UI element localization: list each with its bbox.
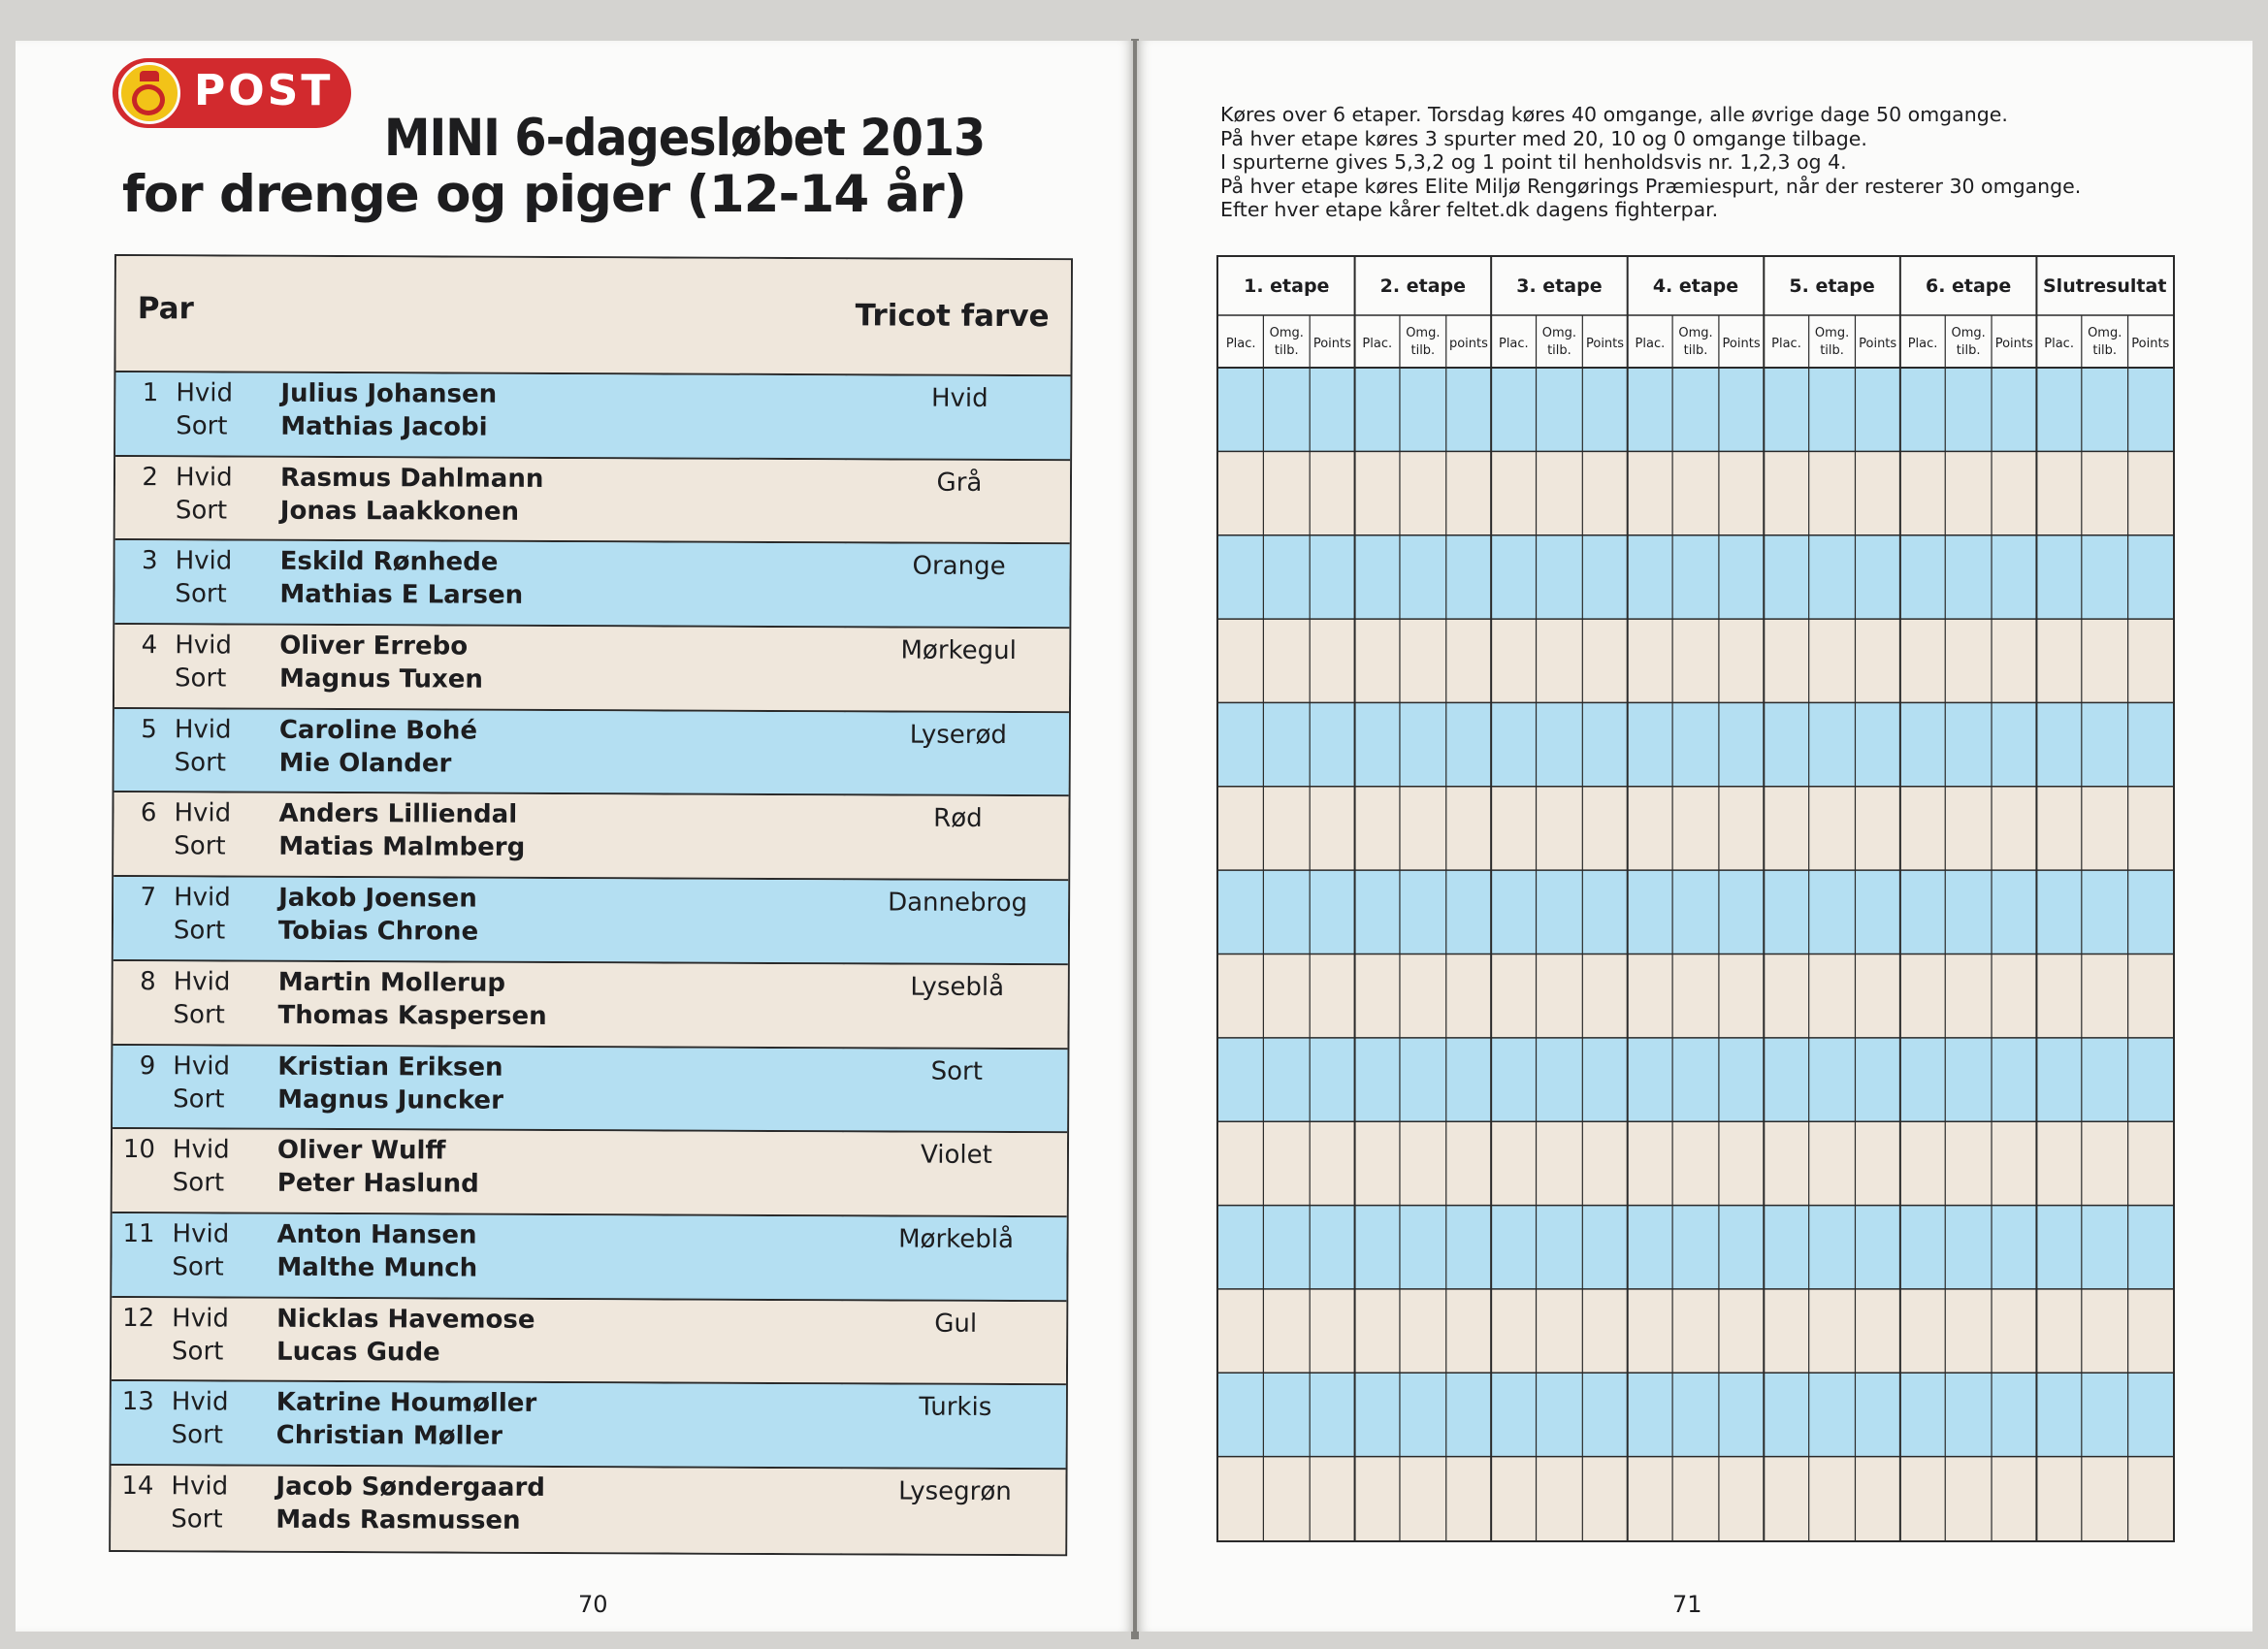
grid-row [1218, 1206, 2173, 1289]
rule-line: På hver etape køres 3 spurter med 20, 10 og 0 omgange tilbage. [1220, 126, 1867, 150]
jersey-label-hvid: Hvid [173, 1051, 231, 1082]
grid-row [1218, 1457, 2173, 1540]
jersey-label-sort: Sort [171, 1420, 224, 1450]
table-row [115, 372, 1070, 461]
header-tricot-color: Tricot farve [855, 298, 1050, 335]
stage-label: Slutresultat [2043, 275, 2167, 297]
stage-label: 1. etape [1244, 275, 1330, 297]
stage-label: 2. etape [1379, 275, 1467, 297]
rider-name-2: Tobias Chrone [277, 916, 479, 947]
sub-header-label: Points [1994, 337, 2033, 351]
pair-number: 11 [122, 1218, 155, 1249]
rider-name-1: Jakob Joensen [278, 883, 477, 914]
rider-name-2: Peter Haslund [276, 1168, 479, 1199]
tricot-color: Orange [912, 551, 1006, 582]
jersey-label-hvid: Hvid [172, 1135, 230, 1165]
rule-line: Efter hver etape kårer feltet.dk dagens fighterpar. [1220, 198, 1719, 221]
jersey-label-sort: Sort [172, 1336, 224, 1367]
grid-row [1218, 1373, 2173, 1456]
rider-name-1: Anders Lilliendal [278, 799, 518, 830]
tricot-color: Gul [934, 1309, 978, 1339]
rider-name-1: Katrine Houmøller [275, 1387, 537, 1419]
tricot-color: Rød [933, 804, 983, 834]
rider-name-1: Oliver Errebo [279, 630, 469, 662]
pair-number: 5 [141, 714, 157, 744]
jersey-label-sort: Sort [173, 916, 226, 946]
results-grid-svg [1218, 257, 2173, 1540]
grid-row [1218, 1121, 2173, 1205]
jersey-label-hvid: Hvid [175, 462, 233, 493]
pair-number: 12 [122, 1303, 155, 1333]
jersey-label-hvid: Hvid [175, 546, 233, 576]
jersey-label-sort: Sort [174, 748, 227, 778]
table-row [113, 1046, 1067, 1134]
rule-line: På hver etape køres Elite Miljø Rengørings Præmiespurt, når der resterer 30 omgange. [1220, 174, 2082, 198]
jersey-label-hvid: Hvid [171, 1471, 229, 1502]
rider-name-2: Magnus Juncker [277, 1084, 503, 1116]
rider-name-1: Anton Hansen [276, 1219, 477, 1250]
pair-number: 14 [121, 1471, 154, 1502]
race-rules-text [1220, 103, 2081, 222]
rider-name-1: Rasmus Dahlmann [279, 463, 544, 494]
jersey-label-hvid: Hvid [172, 1219, 230, 1249]
tricot-color: Violet [920, 1140, 992, 1171]
jersey-label-hvid: Hvid [173, 967, 231, 997]
grid-row [1218, 451, 2173, 534]
tricot-color: Mørkegul [900, 635, 1017, 666]
rider-name-2: Mads Rasmussen [275, 1504, 521, 1536]
sub-header-label: points [1448, 337, 1488, 351]
sub-header-label: tilb. [1274, 343, 1299, 358]
pair-number: 3 [142, 546, 158, 576]
tricot-color: Lysegrøn [898, 1476, 1012, 1506]
logo-text: POST [194, 66, 334, 115]
sub-header-label: tilb. [1820, 343, 1844, 358]
pair-number: 6 [140, 798, 157, 828]
sub-header-label: Plac. [1498, 337, 1529, 351]
horn-icon [132, 84, 165, 115]
tricot-color: Hvid [930, 383, 988, 413]
table-row [113, 792, 1068, 881]
table-row [114, 709, 1069, 797]
jersey-label-sort: Sort [171, 1504, 223, 1535]
rider-name-2: Mie Olander [278, 748, 452, 779]
rider-name-1: Julius Johansen [280, 378, 498, 409]
table-row [114, 625, 1069, 713]
sub-header-label: tilb. [1956, 343, 1981, 358]
rider-name-2: Jonas Laakkonen [279, 496, 520, 527]
pairs-table [109, 254, 1073, 1556]
tricot-color: Sort [930, 1056, 984, 1086]
sub-header-label: Plac. [1225, 337, 1256, 351]
rider-name-2: Magnus Tuxen [279, 663, 484, 695]
sub-header-label: Points [1859, 337, 1897, 351]
sub-header-label: Points [1585, 337, 1625, 351]
grid-row [1218, 1038, 2173, 1121]
pair-number: 10 [122, 1135, 156, 1165]
stage-label: 3. etape [1516, 275, 1603, 297]
rider-name-1: Nicklas Havemose [276, 1304, 535, 1335]
jersey-label-sort: Sort [172, 1168, 225, 1198]
jersey-label-hvid: Hvid [176, 378, 234, 408]
rider-name-1: Caroline Bohé [278, 715, 478, 746]
table-row [115, 457, 1070, 545]
rider-name-1: Kristian Eriksen [277, 1051, 503, 1083]
rider-name-1: Eskild Rønhede [279, 547, 499, 578]
sub-header-label: Plac. [1635, 337, 1666, 351]
rider-name-2: Christian Møller [275, 1420, 503, 1452]
rider-name-2: Mathias E Larsen [279, 580, 524, 611]
sub-header-label: Points [1312, 337, 1351, 351]
table-row [113, 961, 1067, 1050]
jersey-label-sort: Sort [176, 411, 228, 441]
grid-row [1218, 870, 2173, 954]
sub-header-label: Plac. [1771, 337, 1801, 351]
pair-number: 13 [121, 1387, 154, 1417]
sub-header-label: Omg. [1814, 326, 1850, 340]
grid-row [1218, 368, 2173, 451]
header-par: Par [137, 291, 194, 327]
page-title-line1: MINI 6-dagesløbet 2013 [384, 109, 986, 168]
sub-header-label: Omg. [1678, 326, 1713, 340]
pair-number: 8 [140, 966, 156, 997]
jersey-label-hvid: Hvid [174, 715, 232, 745]
pair-number: 2 [142, 462, 159, 492]
sub-header-label: tilb. [1547, 343, 1571, 358]
grid-row [1218, 535, 2173, 619]
jersey-label-sort: Sort [173, 1000, 225, 1030]
sub-header-label: tilb. [1683, 343, 1708, 358]
sub-header-label: Plac. [1362, 337, 1393, 351]
rider-name-2: Malthe Munch [276, 1252, 478, 1283]
table-row [112, 1213, 1066, 1302]
pair-number: 1 [142, 378, 159, 408]
table-row [112, 1298, 1066, 1386]
tricot-color: Grå [936, 468, 983, 498]
sub-header-label: tilb. [1410, 343, 1436, 358]
grid-row [1218, 619, 2173, 702]
stage-label: 6. etape [1925, 275, 2012, 297]
jersey-label-sort: Sort [175, 579, 227, 609]
sub-header-label: Omg. [1406, 326, 1441, 340]
table-row [111, 1466, 1065, 1554]
jersey-label-sort: Sort [175, 495, 228, 526]
table-header [115, 256, 1071, 376]
tricot-color: Turkis [919, 1392, 992, 1423]
tricot-color: Lyseblå [910, 972, 1005, 1002]
rule-line: I spurterne gives 5,3,2 og 1 point til henholdsvis nr. 1,2,3 og 4. [1220, 150, 1847, 174]
tricot-color: Mørkeblå [898, 1224, 1015, 1254]
sub-header-label: tilb. [2092, 343, 2118, 358]
pair-number: 7 [140, 883, 157, 913]
post-horn-icon [118, 62, 180, 124]
grid-row [1218, 954, 2173, 1038]
table-row [113, 1129, 1067, 1217]
rider-name-2: Lucas Gude [275, 1337, 440, 1368]
stage-label: 5. etape [1789, 275, 1875, 297]
tricot-color: Lyserød [909, 720, 1007, 750]
results-grid [1216, 255, 2175, 1542]
jersey-label-sort: Sort [174, 831, 226, 861]
jersey-label-hvid: Hvid [174, 883, 231, 913]
table-row [112, 1381, 1066, 1470]
jersey-label-sort: Sort [173, 1083, 225, 1115]
rider-name-2: Mathias Jacobi [280, 411, 488, 442]
jersey-label-hvid: Hvid [171, 1387, 229, 1417]
sub-header-label: Points [1722, 337, 1761, 351]
rider-name-1: Martin Mollerup [277, 967, 506, 998]
grid-row [1218, 702, 2173, 786]
post-logo [113, 58, 351, 128]
jersey-label-hvid: Hvid [175, 630, 232, 661]
jersey-label-sort: Sort [172, 1252, 224, 1282]
grid-row [1218, 787, 2173, 870]
sub-header-label: Omg. [2088, 326, 2122, 340]
rider-name-2: Thomas Kaspersen [277, 1000, 547, 1031]
page-number-left: 70 [578, 1591, 608, 1618]
sub-header-label: Omg. [1541, 326, 1577, 340]
page-title-line2: for drenge og piger (12-14 år) [122, 165, 966, 224]
rule-line: Køres over 6 etaper. Torsdag køres 40 omgange, alle øvrige dage 50 omgange. [1220, 103, 2008, 126]
page-number-right: 71 [1672, 1591, 1702, 1618]
jersey-label-hvid: Hvid [174, 798, 232, 828]
table-row [114, 540, 1069, 629]
jersey-label-hvid: Hvid [172, 1303, 229, 1334]
table-row [113, 877, 1068, 965]
rider-name-1: Oliver Wulff [276, 1135, 446, 1166]
sub-header-label: Omg. [1269, 326, 1304, 340]
jersey-label-sort: Sort [175, 663, 227, 694]
grid-row [1218, 1289, 2173, 1373]
sub-header-label: Plac. [2044, 337, 2074, 351]
sub-header-label: Points [2131, 337, 2170, 351]
pair-number: 4 [141, 630, 158, 661]
tricot-color: Dannebrog [888, 888, 1028, 919]
crown-icon [140, 71, 159, 81]
rider-name-1: Jacob Søndergaard [275, 1471, 545, 1503]
pair-number: 9 [139, 1051, 156, 1081]
stage-label: 4. etape [1652, 275, 1739, 297]
sub-header-label: Plac. [1907, 337, 1938, 351]
rider-name-2: Matias Malmberg [278, 832, 526, 863]
sub-header-label: Omg. [1951, 326, 1986, 340]
